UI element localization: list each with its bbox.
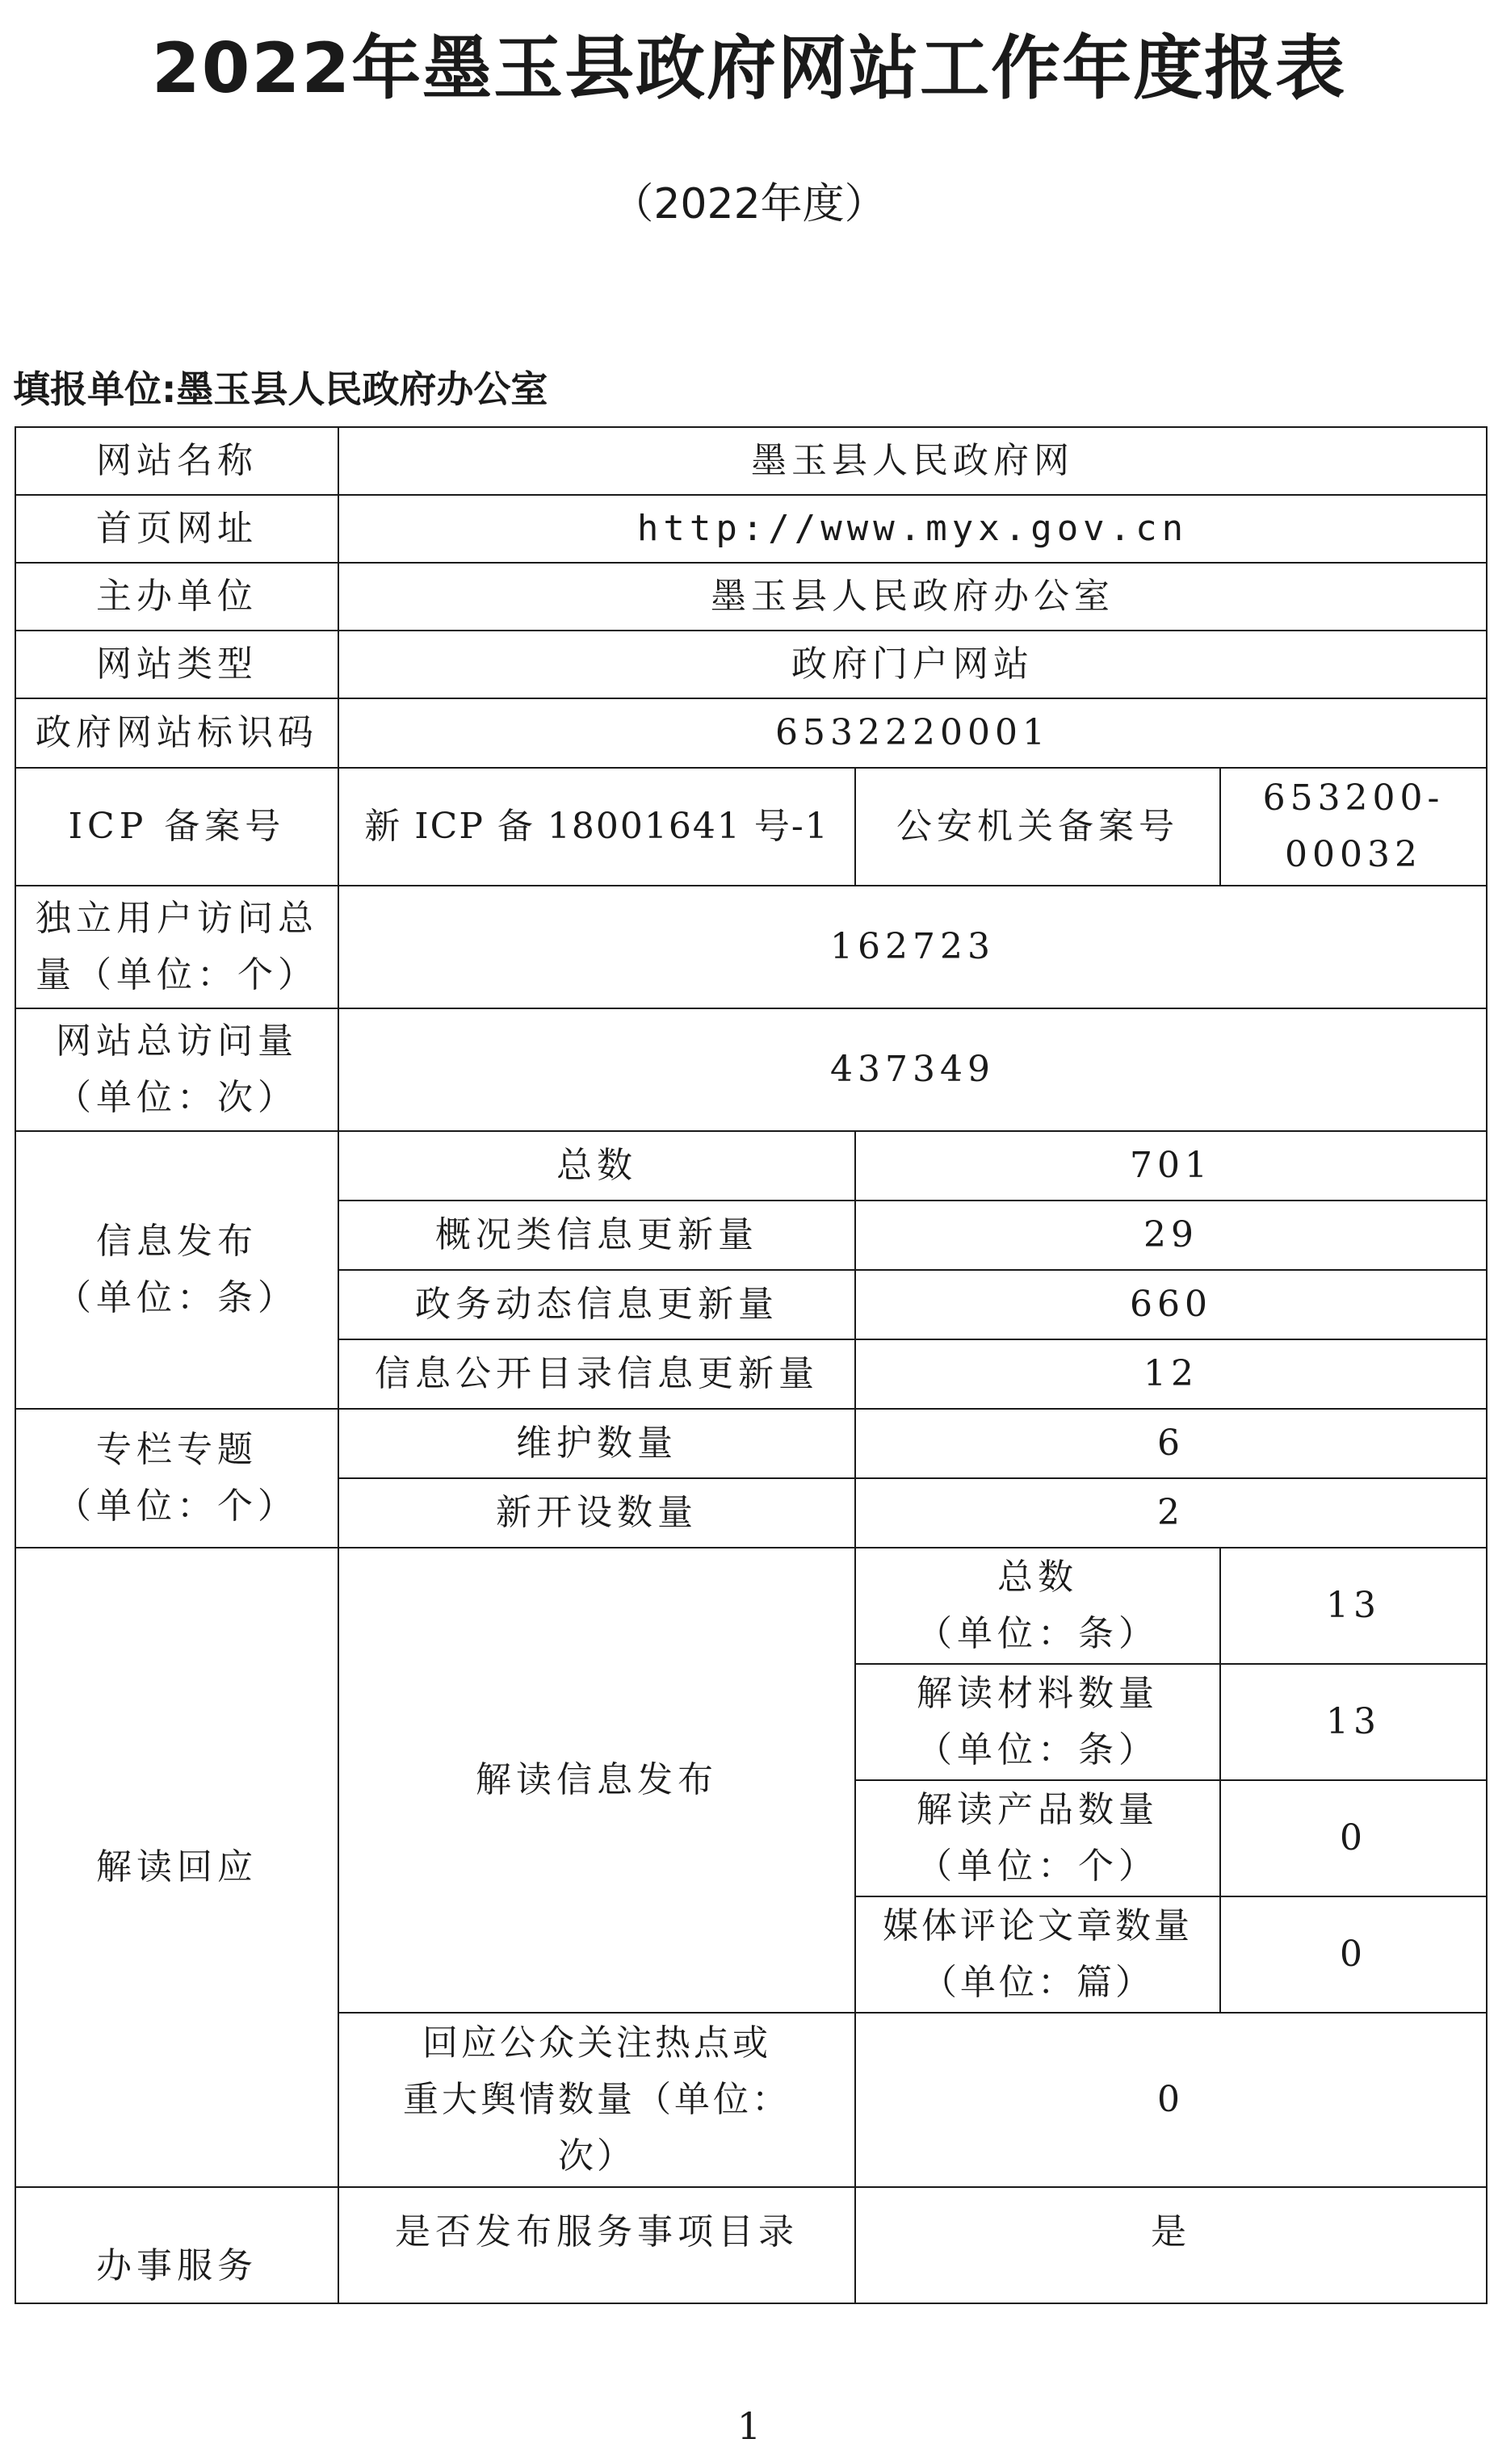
column-maintained-value: 6: [855, 1409, 1487, 1478]
page-number: 1: [736, 2404, 762, 2448]
interpret-product-label-line2: （单位：个）: [917, 1846, 1159, 1887]
info-total-value: 701: [855, 1131, 1487, 1201]
table-row: [15, 563, 1487, 631]
info-catalog-value: 12: [855, 1339, 1487, 1409]
info-total-label: 总数: [338, 1131, 855, 1201]
column-topic-label-line2: （单位：个）: [56, 1486, 298, 1527]
interpret-product-label: [855, 1780, 1220, 1896]
interpret-media-label: [855, 1896, 1220, 2013]
interpret-material-label: [855, 1664, 1220, 1780]
response-value: 0: [855, 2013, 1487, 2187]
police-record-line2: 00032: [1285, 834, 1422, 875]
table-row: [15, 1409, 1487, 1478]
column-maintained-label: 维护数量: [338, 1409, 855, 1478]
info-publish-label: [15, 1131, 338, 1409]
column-topic-label: [15, 1409, 338, 1548]
interpret-total-value: 13: [1220, 1548, 1487, 1664]
table-row: [15, 1548, 1487, 1664]
site-name-value: 墨玉县人民政府网: [338, 427, 1487, 495]
report-title: 2022年墨玉县政府网站工作年度报表: [151, 28, 1347, 109]
police-record-label: 公安机关备案号: [855, 768, 1220, 886]
info-overview-label: 概况类信息更新量: [338, 1201, 855, 1270]
interpret-material-label-line1: 解读材料数量: [917, 1673, 1159, 1714]
service-catalog-value: 是: [855, 2187, 1487, 2303]
interpret-response-label: 解读回应: [15, 1548, 338, 2187]
homepage-label: 首页网址: [15, 495, 338, 563]
police-record-value: [1220, 768, 1487, 886]
info-dynamic-value: 660: [855, 1270, 1487, 1339]
response-label-line1: 回应公众关注热点或: [422, 2022, 771, 2064]
interpret-publish-label: 解读信息发布: [338, 1548, 855, 2013]
unique-visitors-label-line1: 独立用户访问总: [36, 898, 318, 939]
table-row: [15, 1008, 1487, 1131]
homepage-value: http://www.myx.gov.cn: [338, 495, 1487, 563]
column-topic-label-line1: 专栏专题: [96, 1429, 258, 1470]
interpret-total-label: [855, 1548, 1220, 1664]
response-label: [338, 2013, 855, 2187]
table-row: [15, 427, 1487, 495]
interpret-material-label-line2: （单位：条）: [917, 1729, 1159, 1770]
table-row: [15, 2187, 1487, 2303]
interpret-product-value: 0: [1220, 1780, 1487, 1896]
sponsor-value: 墨玉县人民政府办公室: [338, 563, 1487, 631]
report-year: （2022年度）: [611, 180, 887, 228]
page-views-label: [15, 1008, 338, 1131]
table-row: [15, 698, 1487, 768]
info-catalog-label: 信息公开目录信息更新量: [338, 1339, 855, 1409]
page-views-label-line2: （单位：次）: [56, 1077, 298, 1118]
site-code-label: 政府网站标识码: [15, 698, 338, 768]
response-label-line3: 次）: [558, 2135, 636, 2177]
interpret-total-label-line1: 总数: [997, 1557, 1078, 1598]
response-label-line2: 重大舆情数量（单位：: [403, 2079, 791, 2120]
interpret-media-label-line1: 媒体评论文章数量: [883, 1905, 1193, 1946]
page-views-value: 437349: [338, 1008, 1487, 1131]
table-row: [15, 631, 1487, 698]
table-row: [15, 495, 1487, 563]
table-row: [15, 1131, 1487, 1201]
report-table: [15, 426, 1488, 2304]
table-row: [15, 768, 1487, 886]
table-row: [15, 886, 1487, 1008]
site-type-label: 网站类型: [15, 631, 338, 698]
unique-visitors-label: [15, 886, 338, 1008]
info-publish-label-line1: 信息发布: [96, 1221, 258, 1262]
unique-visitors-value: 162723: [338, 886, 1487, 1008]
icp-value: 新 ICP 备 18001641 号-1: [338, 768, 855, 886]
site-name-label: 网站名称: [15, 427, 338, 495]
interpret-material-value: 13: [1220, 1664, 1487, 1780]
interpret-media-value: 0: [1220, 1896, 1487, 2013]
site-type-value: 政府门户网站: [338, 631, 1487, 698]
column-new-label: 新开设数量: [338, 1478, 855, 1548]
site-code-value: 6532220001: [338, 698, 1487, 768]
page-views-label-line1: 网站总访问量: [56, 1020, 298, 1062]
info-overview-value: 29: [855, 1201, 1487, 1270]
sponsor-label: 主办单位: [15, 563, 338, 631]
column-new-value: 2: [855, 1478, 1487, 1548]
interpret-media-label-line2: （单位：篇）: [921, 1962, 1154, 2003]
unique-visitors-label-line2: 量（单位：个）: [36, 954, 318, 995]
icp-label: ICP 备案号: [15, 768, 338, 886]
interpret-total-label-line2: （单位：条）: [917, 1613, 1159, 1654]
service-label: 办事服务: [15, 2187, 338, 2303]
interpret-product-label-line1: 解读产品数量: [917, 1789, 1159, 1830]
info-dynamic-label: 政务动态信息更新量: [338, 1270, 855, 1339]
info-publish-label-line2: （单位：条）: [56, 1277, 298, 1318]
service-catalog-label: 是否发布服务事项目录: [338, 2187, 855, 2303]
police-record-line1: 653200-: [1262, 777, 1445, 819]
filling-unit: 填报单位:墨玉县人民政府办公室: [13, 367, 548, 411]
